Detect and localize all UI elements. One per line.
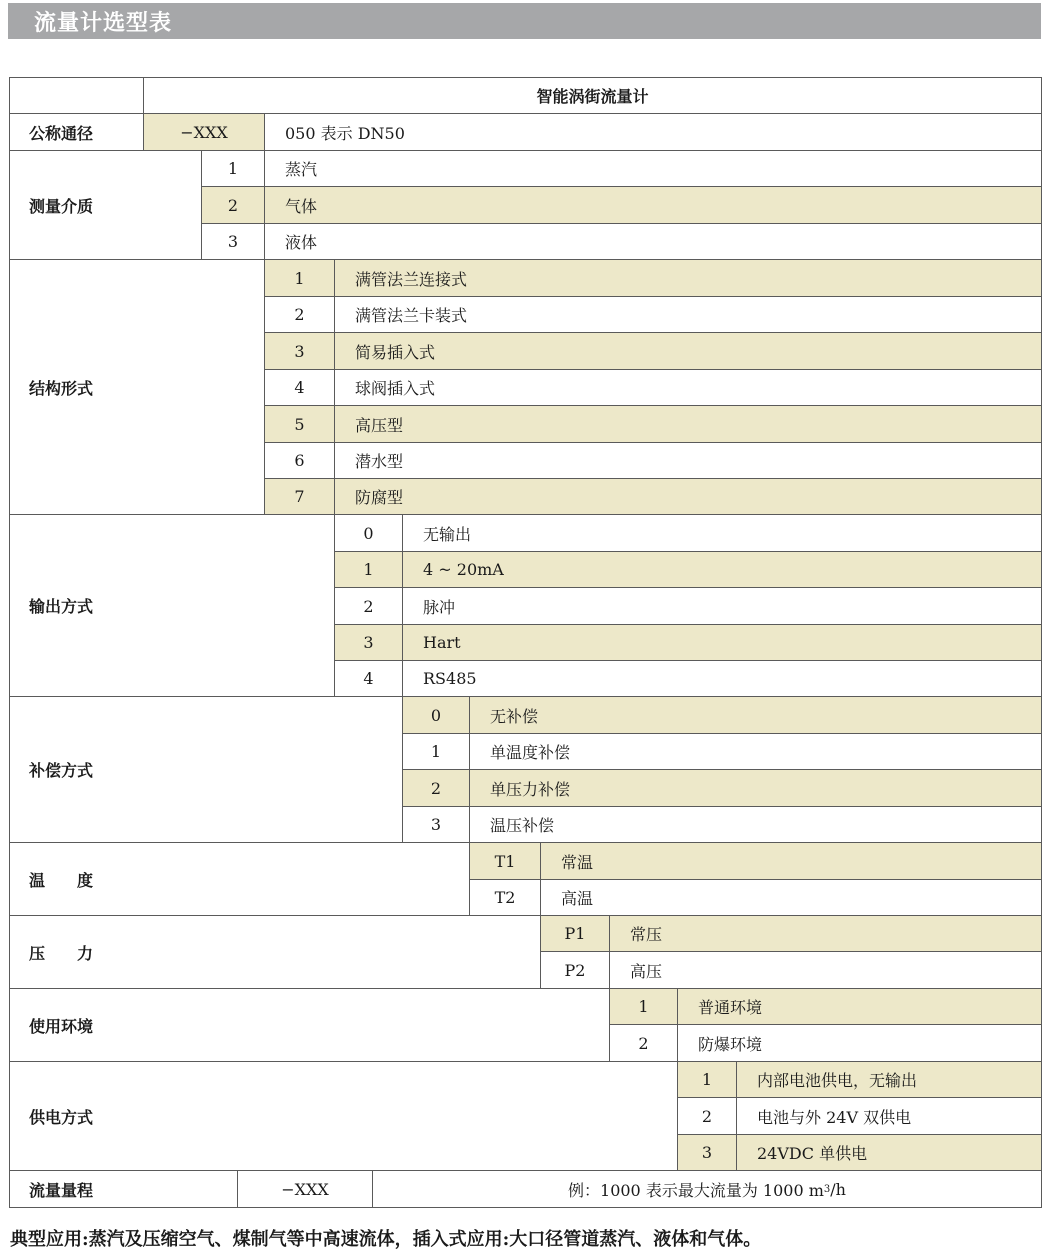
power-code: 3 <box>678 1135 737 1171</box>
medium-option: 液体 <box>265 224 1042 260</box>
compensation-option: 单压力补偿 <box>470 770 1042 807</box>
environment-code: 2 <box>610 1025 678 1062</box>
pressure-code: P1 <box>541 916 610 952</box>
compensation-code: 0 <box>403 697 470 734</box>
medium-code: 3 <box>202 224 265 260</box>
power-option: 内部电池供电，无输出 <box>737 1062 1042 1098</box>
compensation-option: 无补偿 <box>470 697 1042 734</box>
product-header: 智能涡街流量计 <box>144 77 1042 114</box>
output-option: 4 ~ 20mA <box>403 552 1042 588</box>
environment-code: 1 <box>610 989 678 1025</box>
output-code: 4 <box>335 661 403 697</box>
power-code: 2 <box>678 1098 737 1135</box>
pressure-label: 压 力 <box>9 916 541 989</box>
structure-option: 防腐型 <box>335 479 1042 515</box>
structure-option: 满管法兰连接式 <box>335 260 1042 297</box>
output-option: RS485 <box>403 661 1042 697</box>
temperature-code: T2 <box>470 880 541 916</box>
range-desc-text: 例：1000 表示最大流量为 1000 m <box>568 1180 824 1200</box>
header-blank-cell <box>9 77 144 114</box>
range-code: −XXX <box>238 1171 373 1208</box>
structure-code: 4 <box>265 370 335 406</box>
output-option: 脉冲 <box>403 588 1042 625</box>
environment-option: 防爆环境 <box>678 1025 1042 1062</box>
medium-option: 气体 <box>265 187 1042 224</box>
structure-code: 6 <box>265 443 335 479</box>
medium-label: 测量介质 <box>9 151 202 260</box>
nominal-diameter-desc: 050 表示 DN50 <box>265 114 1042 151</box>
output-code: 0 <box>335 515 403 552</box>
pressure-option: 高压 <box>610 952 1042 989</box>
pressure-code: P2 <box>541 952 610 989</box>
power-option: 24VDC 单供电 <box>737 1135 1042 1171</box>
range-label: 流量量程 <box>9 1171 238 1208</box>
nominal-diameter-code: −XXX <box>144 114 265 151</box>
compensation-code: 3 <box>403 807 470 843</box>
temperature-option: 常温 <box>541 843 1042 880</box>
structure-code: 5 <box>265 406 335 443</box>
page-title: 流量计选型表 <box>34 11 173 36</box>
output-label: 输出方式 <box>9 515 335 697</box>
temperature-code: T1 <box>470 843 541 880</box>
structure-label: 结构形式 <box>9 260 265 515</box>
environment-label: 使用环境 <box>9 989 610 1062</box>
structure-option: 潜水型 <box>335 443 1042 479</box>
structure-code: 1 <box>265 260 335 297</box>
medium-code: 1 <box>202 151 265 187</box>
output-option: Hart <box>403 625 1042 661</box>
structure-code: 7 <box>265 479 335 515</box>
environment-option: 普通环境 <box>678 989 1042 1025</box>
typical-application-note: 典型应用:蒸汽及压缩空气、煤制气等中高速流体，插入式应用:大口径管道蒸汽、液体和气体。 <box>10 1229 762 1250</box>
structure-code: 2 <box>265 297 335 333</box>
compensation-option: 单温度补偿 <box>470 734 1042 770</box>
compensation-code: 1 <box>403 734 470 770</box>
range-desc <box>373 1171 1042 1208</box>
pressure-option: 常压 <box>610 916 1042 952</box>
output-code: 3 <box>335 625 403 661</box>
output-code: 2 <box>335 588 403 625</box>
output-code: 1 <box>335 552 403 588</box>
range-desc-unit: /h <box>830 1179 846 1199</box>
compensation-option: 温压补偿 <box>470 807 1042 843</box>
compensation-code: 2 <box>403 770 470 807</box>
medium-code: 2 <box>202 187 265 224</box>
structure-option: 简易插入式 <box>335 333 1042 370</box>
range-desc-sup: 3 <box>823 1183 831 1195</box>
temperature-label: 温 度 <box>9 843 470 916</box>
nominal-diameter-label: 公称通径 <box>9 114 144 151</box>
power-option: 电池与外 24V 双供电 <box>737 1098 1042 1135</box>
structure-option: 高压型 <box>335 406 1042 443</box>
structure-option: 球阀插入式 <box>335 370 1042 406</box>
output-option: 无输出 <box>403 515 1042 552</box>
power-label: 供电方式 <box>9 1062 678 1171</box>
compensation-label: 补偿方式 <box>9 697 403 843</box>
medium-option: 蒸汽 <box>265 151 1042 187</box>
structure-code: 3 <box>265 333 335 370</box>
structure-option: 满管法兰卡装式 <box>335 297 1042 333</box>
temperature-option: 高温 <box>541 880 1042 916</box>
power-code: 1 <box>678 1062 737 1098</box>
